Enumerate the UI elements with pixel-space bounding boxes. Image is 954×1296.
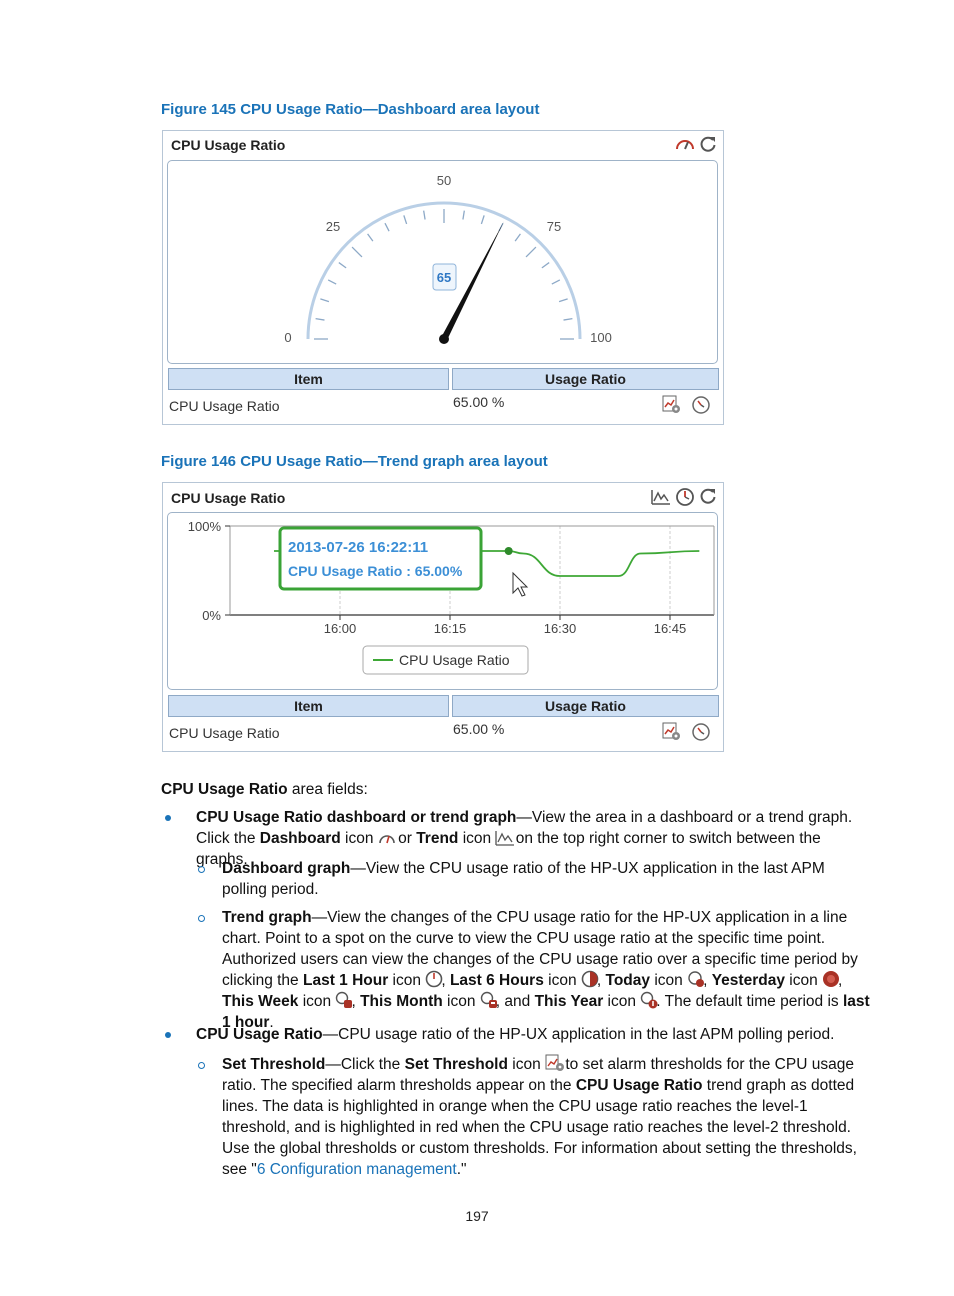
last-1-hour-icon <box>425 970 441 986</box>
panel-title: CPU Usage Ratio <box>171 137 286 153</box>
y-tick-label: 100% <box>187 519 221 534</box>
tooltip-time: 2013-07-26 16:22:11 <box>288 539 429 556</box>
table-header-usage-ratio: Usage Ratio <box>452 368 719 390</box>
gauge-tick <box>368 234 373 241</box>
dashboard-icon <box>378 830 394 846</box>
sub-bullet-set-threshold: Set Threshold—Click the Set Threshold icon to set alarm thresholds for the CPU usage ratio. The specified alarm thresholds appear on the CPU Usage Ratio trend graph as dotted lines. The data is highlighted in orange when the CPU usage ratio reaches the level-1 threshold, and is highlighted in red when the CPU usage ratio reaches the level-2 threshold. Use the global thresholds or custom thresholds. For information about setting the thresholds, see "6 Configuration management." <box>222 1056 857 1178</box>
set-threshold-icon[interactable] <box>661 394 681 419</box>
gauge-tick <box>320 299 329 302</box>
sub-bullet <box>198 866 205 873</box>
y-tick-label: 0% <box>202 608 221 623</box>
trend-chart <box>168 513 717 689</box>
bullet <box>165 1032 171 1038</box>
this-year-icon <box>640 991 656 1007</box>
gauge-value-label: 65 <box>436 270 452 285</box>
gauge-label-50: 50 <box>436 173 452 188</box>
gauge-label-25: 25 <box>325 219 341 234</box>
legend-label: CPU Usage Ratio <box>399 652 510 668</box>
configuration-management-link[interactable]: 6 Configuration management <box>256 1161 457 1178</box>
figure-146-caption: Figure 146 CPU Usage Ratio—Trend graph area layout <box>161 453 548 470</box>
gauge-tick <box>404 215 407 224</box>
table-header-item: Item <box>168 695 449 717</box>
gauge-tick <box>559 299 568 302</box>
gauge <box>168 161 717 363</box>
table-header-usage-ratio: Usage Ratio <box>452 695 719 717</box>
trend-icon[interactable] <box>651 488 671 511</box>
refresh-icon[interactable] <box>699 487 717 510</box>
panel-title: CPU Usage Ratio <box>171 490 286 506</box>
gauge-label-0: 0 <box>284 330 292 345</box>
dashboard-icon[interactable] <box>675 135 695 158</box>
sub-bullet <box>198 915 205 922</box>
sub-bullet <box>198 1062 205 1069</box>
tooltip-box <box>280 528 481 589</box>
gauge-tick <box>316 319 325 320</box>
trend-icon <box>495 830 511 846</box>
gauge-tick <box>328 280 336 284</box>
gauge-tick <box>385 223 389 231</box>
bullet-cpu-usage-ratio: CPU Usage Ratio—CPU usage ratio of the HP-UX application in the last APM polling period. <box>196 1026 835 1043</box>
x-tick-label: 16:45 <box>653 621 687 636</box>
clock-icon[interactable] <box>691 722 711 747</box>
bullet <box>165 815 171 821</box>
gauge-area <box>167 160 718 364</box>
page-number: 197 <box>465 1208 489 1224</box>
set-threshold-icon[interactable] <box>661 721 681 746</box>
mouse-cursor-icon <box>513 573 527 596</box>
trend-panel <box>162 482 724 752</box>
gauge-tick <box>515 234 520 241</box>
table-cell-item: CPU Usage Ratio <box>169 725 280 741</box>
this-month-icon <box>480 991 496 1007</box>
gauge-label-100: 100 <box>590 330 612 345</box>
trend-chart-area <box>167 512 718 690</box>
refresh-icon[interactable] <box>699 135 717 158</box>
sub-bullet-trend-graph: Trend graph—View the changes of the CPU usage ratio for the HP-UX application in a line chart. Point to a spot on the curve to view the CPU usage ratio at the specific time point. Authorized users can view the changes of the CPU usage ratio over a specific time period by clicking the Last 1 Hour icon , Last 6 Hours icon , Today icon , Yesterday icon , This Week icon , This Month icon , and This Year icon . The default time period is last 1 hour. <box>222 909 870 1031</box>
gauge-tick <box>542 263 549 268</box>
x-tick-label: 16:15 <box>433 621 467 636</box>
table-header-item: Item <box>168 368 449 390</box>
gauge-tick <box>552 280 560 284</box>
dashboard-panel <box>162 130 724 425</box>
this-week-icon <box>335 991 351 1007</box>
gauge-tick <box>463 211 464 220</box>
hover-point <box>505 547 513 555</box>
set-threshold-icon <box>545 1054 561 1070</box>
gauge-tick <box>564 319 573 320</box>
today-icon <box>687 970 703 986</box>
gauge-tick <box>526 247 536 257</box>
fields-heading: CPU Usage Ratio area fields: <box>161 781 368 798</box>
last-1-hour-icon[interactable] <box>675 487 695 512</box>
table-cell-usage-ratio: 65.00 % <box>453 394 505 410</box>
gauge-tick <box>424 211 425 220</box>
tooltip-value: CPU Usage Ratio : 65.00% <box>288 563 463 579</box>
table-cell-usage-ratio: 65.00 % <box>453 721 505 737</box>
yesterday-icon <box>822 970 838 986</box>
last-6-hours-icon <box>581 970 597 986</box>
gauge-tick <box>481 215 484 224</box>
x-tick-label: 16:00 <box>323 621 357 636</box>
gauge-tick <box>339 263 346 268</box>
gauge-label-75: 75 <box>546 219 562 234</box>
clock-icon[interactable] <box>691 395 711 420</box>
sub-bullet-dashboard-graph: Dashboard graph—View the CPU usage ratio of the HP-UX application in the last APM polling period. <box>222 860 825 898</box>
figure-145-caption: Figure 145 CPU Usage Ratio—Dashboard area layout <box>161 101 540 118</box>
x-tick-label: 16:30 <box>543 621 577 636</box>
bullet-dashboard-trend: CPU Usage Ratio dashboard or trend graph—View the area in a dashboard or a trend graph. Click the Dashboard icon or Trend icon on the top right corner to switch between the graphs. <box>196 809 853 868</box>
gauge-tick <box>352 247 362 257</box>
table-cell-item: CPU Usage Ratio <box>169 398 280 414</box>
